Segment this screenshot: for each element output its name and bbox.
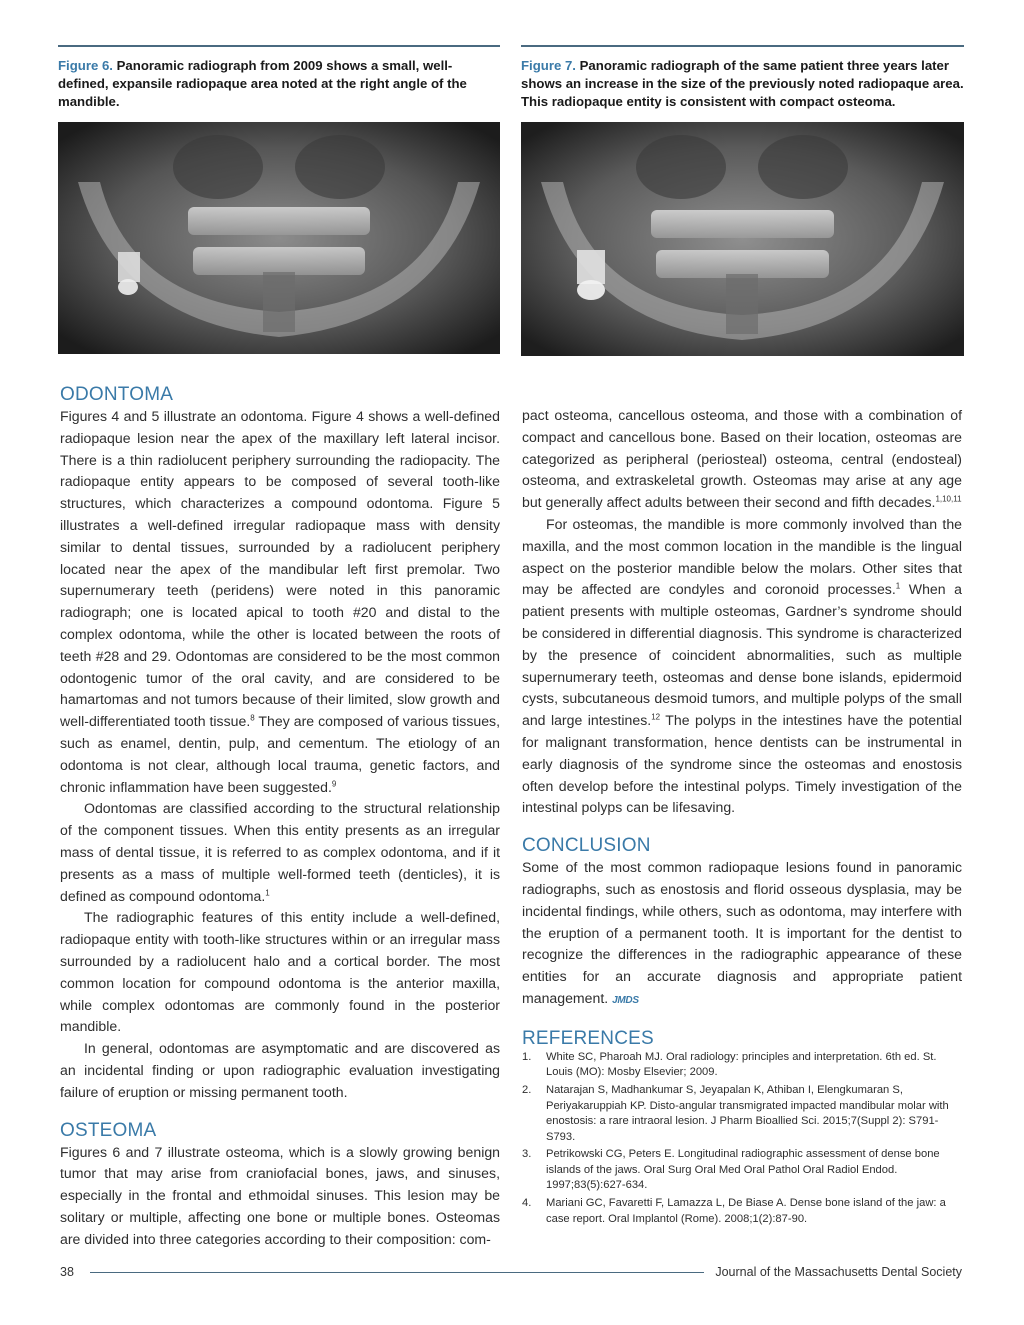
figure7-caption: [521, 57, 967, 111]
osteoma-paragraph-1: Figures 6 and 7 illustrate osteoma, which is a slowly growing benign tumor that may arise from craniofacial bones, jaws, and sinuses, especially in the frontal and ethmoidal sinuses. This lesion may be solitary or multiple, affecting one bone or multiple bones. Osteomas are divided into three categories according to their composition: com-: [60, 1143, 500, 1247]
figure7-label: Figure 7.: [521, 58, 576, 73]
left-column: [60, 384, 500, 1250]
reference-item: [522, 1147, 962, 1194]
reference-number: 2.: [522, 1083, 532, 1096]
reference-text: Mariani GC, Favaretti F, Lamazza L, De Biase A. Dense bone island of the jaw: a case report. Oral Implantol (Rome). 2008;1(2):87-90.: [546, 1197, 946, 1225]
figure6-label: Figure 6.: [58, 58, 113, 73]
odontoma-paragraph-2: [60, 798, 500, 907]
reference-number: 3.: [522, 1148, 532, 1161]
figure7-caption-text: Panoramic radiograph of the same patient three years later shows an increase in the size of the previously noted radiopaque area. This radiopaque entity is consistent with compact osteoma.: [521, 58, 964, 109]
references-list: [522, 1050, 962, 1228]
odontoma-paragraph-4: In general, odontomas are asymptomatic and are discovered as an incidental finding or upon radiographic evaluation investigating failure of eruption or missing permanent tooth.: [60, 1040, 500, 1100]
odontoma-p2: Odontomas are classified according to the structural relationship of the component tissues. When this entity presents as an irregular mass of dental tissue, it is referred to as complex odontoma, and if it presents as a mass of multiple well-formed teeth (denticles), it is defined as compound odontoma.: [60, 800, 500, 904]
ref-sup-1b: 1: [895, 581, 901, 591]
figure7-top-rule: [521, 45, 964, 47]
odontoma-paragraph-1: [60, 406, 500, 798]
jmds-end-mark: JMDS: [612, 994, 639, 1006]
reference-number: 4.: [522, 1197, 532, 1210]
osteoma-p2a: For osteomas, the mandible is more commonly involved than the maxilla, and the most common location in the mandible is the lingual aspect on the posterior mandible below the molars. Other sites that may be affected are condyles and coronoid processes.: [522, 515, 962, 598]
figure7-radiograph: [521, 122, 964, 356]
odontoma-heading: ODONTOMA: [60, 384, 174, 405]
right-column: [522, 405, 962, 1229]
reference-text: White SC, Pharoah MJ. Oral radiology: principles and interpretation. 6th ed. St. Louis (MO): Mosby Elsevier; 2009.: [546, 1050, 937, 1079]
ref-sup-8: 8: [250, 713, 255, 723]
osteoma-paragraph-1-cont: [522, 405, 962, 514]
figure6-caption-text: Panoramic radiograph from 2009 shows a small, well-defined, expansile radiopaque area noted at the right angle of the mandible.: [58, 58, 467, 109]
osteoma-p2b: When a patient presents with multiple osteomas, Gardner’s syndrome should be considered in differential diagnosis. This syndrome is characterized by the presence of coincident abnormalities, such as multiple supernumerary teeth, osteomas and dense bone islands, epidermoid cysts, subcutaneous desmoid tumors, and multiple polyps of the small and large intestines.: [522, 581, 962, 729]
ref-sup-1-10-11: 1,10,11: [935, 494, 962, 504]
osteoma-p1-cont: pact osteoma, cancellous osteoma, and those with a combination of compact and cancellous bone. Based on their location, osteomas are categorized as peripheral (periosteal) osteoma, central (endosteal) osteoma, and extraskeletal growth. Osteomas may arise at any age but generally affect adults between their second and fifth decades.: [522, 407, 962, 511]
odontoma-p1a: Figures 4 and 5 illustrate an odontoma. Figure 4 shows a well-defined radiopaque lesion near the apex of the maxillary left lateral incisor. There is a thin radiolucent periphery surrounding the radiopacity. The radiopaque entity appears to be composed of several tooth-like structures, which characterizes a compound odontoma. Figure 5 illustrates a well-defined irregular radiopaque mass with density similar to dental tissues, surrounded by a radiolucent periphery located near the apex of the mandibular left first premolar. Two supernumerary teeth (peridens) were noted in this panoramic radiograph; one is located apical to tooth #20 and distal to the complex odontoma, while the other is located between the roots of teeth #28 and 29. Odontomas are considered to be the most common odontogenic tumor of the oral cavity, and are considered to be hamartomas and not tumors because of their limited, slow growth and well-differentiated tooth tissue.: [60, 408, 500, 730]
conclusion-text: Some of the most common radiopaque lesions found in panoramic radiographs, such as enostosis and florid osseous dysplasia, may be incidental findings, while others, such as odontoma, may interfere with the eruption of a permanent tooth. It is important for the dentist to recognize the differences in the radiographic appearance of these entities for an accurate diagnosis and appropriate patient management.: [522, 859, 962, 1006]
osteoma-paragraph-2: [522, 514, 962, 819]
references-heading: REFERENCES: [522, 1027, 654, 1049]
reference-item: [522, 1083, 962, 1145]
figure6-top-rule: [58, 45, 500, 47]
odontoma-p1b: They are composed of various tissues, such as enamel, dentin, pulp, and cementum. The etiology of an odontoma is not clear, although local trauma, genetic factors, and chronic inflammation have been suggested.: [60, 713, 501, 795]
journal-name: Journal of the Massachusetts Dental Society: [715, 1265, 962, 1279]
ref-sup-1: 1: [265, 887, 270, 897]
reference-item: [522, 1050, 962, 1081]
reference-item: [522, 1196, 962, 1227]
ref-sup-9: 9: [331, 778, 337, 788]
conclusion-paragraph: [522, 857, 962, 1012]
osteoma-p2c: The polyps in the intestines have the potential for malignant transformation, hence dentists can be instrumental in early diagnosis of the syndrome since the osteomas and enostosis often develop before the intestinal polyps. Timely investigation of the intestinal polyps can be lifesaving.: [522, 712, 962, 816]
reference-text: Petrikowski CG, Peters E. Longitudinal radiographic assessment of dense bone islands of the jaws. Oral Surg Oral Med Oral Pathol Oral Radiol Endod. 1997;83(5):627-634.: [546, 1148, 940, 1192]
ref-sup-12: 12: [651, 712, 661, 722]
figure6-radiograph: [58, 122, 500, 354]
figure6-caption: [58, 57, 498, 111]
footer-rule: [90, 1272, 704, 1273]
reference-text: Natarajan S, Madhankumar S, Jeyapalan K, Athiban I, Elengkumaran S, Periyakaruppiah KP. Disto-angular transmigrated impacted mandibular molar with enostosis: a rare intraoral lesion. J Pharm Bioallied Sci. 2015;7(Suppl 2): S791-S793.: [546, 1083, 949, 1143]
page-number: 38: [60, 1265, 74, 1279]
reference-number: 1.: [522, 1050, 532, 1063]
osteoma-heading: OSTEOMA: [60, 1119, 157, 1141]
conclusion-heading: CONCLUSION: [522, 835, 651, 857]
odontoma-paragraph-3: The radiographic features of this entity include a well-defined, radiopaque entity with tooth-like structures within or an irregular mass surrounded by a radiolucent halo and a cortical border. The most common location for compound odontoma is the anterior maxilla, while complex odontomas are commonly found in the posterior mandible.: [60, 909, 500, 1035]
